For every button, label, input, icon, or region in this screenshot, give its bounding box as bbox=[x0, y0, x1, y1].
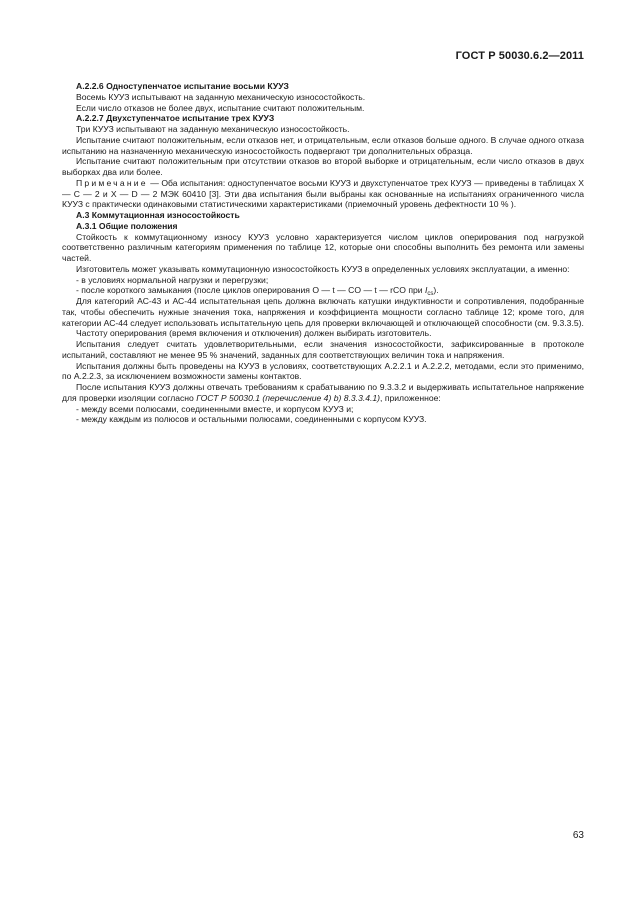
list-item: - между всеми полюсами, соединенными вместе, и корпусом КУУЗ и; bbox=[76, 403, 354, 414]
page-number: 63 bbox=[572, 830, 584, 841]
list-item bbox=[62, 285, 584, 296]
paragraph bbox=[62, 382, 584, 404]
paragraph: Частоту оперирования (время включения и отключения) должен выбирать изготовитель. bbox=[76, 328, 432, 339]
list-item-end: ). bbox=[433, 285, 439, 296]
paragraph: Восемь КУУЗ испытывают на заданную механическую износостойкость. bbox=[76, 91, 366, 102]
section-heading-a227: А.2.2.7 Двухступенчатое испытание трех КУУЗ bbox=[76, 113, 275, 124]
paragraph: Для категорий АС-43 и АС-44 испытательная цепь должна включать катушки индуктивности и сопротивления, подобранные так, чтобы обеспечить нужные значения тока, напряжения и коэффициента мощности согласно таблице 12; кроме того, для категории АС-44 следует использовать испытательную цепь для проверки включающей и отключающей способности (см. 9.3.3.5). bbox=[62, 296, 584, 328]
list-item: - между каждым из полюсов и остальными полюсами, соединенными с корпусом КУУЗ. bbox=[76, 414, 427, 425]
paragraph-start: После испытания КУУЗ должны отвечать требованиям к срабатыванию по 9.3.3.2 и выдерживать испытательное напряжение для проверки изоляции согласно bbox=[62, 382, 584, 403]
list-item: - в условиях нормальной нагрузки и перегрузки; bbox=[76, 274, 269, 285]
paragraph: Если число отказов не более двух, испытание считают положительным. bbox=[76, 102, 365, 113]
section-heading-a226: А.2.2.6 Одноступенчатое испытание восьми КУУЗ bbox=[76, 81, 289, 91]
current-symbol: I bbox=[424, 285, 428, 296]
paragraph: Испытание считают положительным, если отказов нет, и отрицательным, если отказов больше одного. В случае одного отказа испытанию на назначенную механическую износостойкость подвергают три дополнительных образца. bbox=[62, 134, 584, 156]
section-heading-a31: А.3.1 Общие положения bbox=[76, 220, 178, 231]
section-heading-a3: А.3 Коммутационная износостойкость bbox=[76, 210, 240, 220]
paragraph-end: , приложенное: bbox=[380, 392, 441, 403]
paragraph: Испытания должны быть проведены на КУУЗ в условиях, соответствующих А.2.2.1 и А.2.2.2, методами, если это применимо, по А.2.2.3, за исключением возможности замены контактов. bbox=[62, 360, 584, 382]
paragraph: Три КУУЗ испытывают на заданную механическую износостойкость. bbox=[76, 124, 350, 134]
paragraph: Стойкость к коммутационному износу КУУЗ условно характеризуется числом циклов оперирования под нагрузкой соответственно различным категориям применения по таблице 12, которые они способны выполнить без ремонта или замены частей. bbox=[62, 231, 584, 263]
paragraph: Испытания следует считать удовлетворительными, если значения износостойкости, зафиксированные в протоколе испытаний, составляют не менее 95 % значений, заданных для соответствующих величин тока и напряжения. bbox=[62, 339, 584, 360]
current-subscript: cs bbox=[427, 291, 434, 298]
paragraph: Испытание считают положительным при отсутствии отказов во второй выборке и отрицательным, если число отказов в двух выборках два или более. bbox=[62, 156, 584, 177]
note bbox=[62, 178, 584, 210]
list-item-text: - после короткого замыкания (после циклов оперирования O — t — CO — t — rCO при bbox=[76, 285, 425, 296]
note-text: — Оба испытания: одноступенчатое восьми КУУЗ и двухступенчатое трех КУУЗ — приведены в таблицах X — C — 2 и X — D — 2 МЭК 60410 [3]. Эти два испытания были выбраны как основанные на испытаниях ограниченного числа КУУЗ с практически одинаковыми статистическими характеристиками (приемочный уровень дефектности 10 % ). bbox=[62, 177, 584, 210]
document-header: ГОСТ Р 50030.6.2—2011 bbox=[455, 50, 584, 62]
note-label: Примечание bbox=[76, 177, 148, 188]
standard-reference: ГОСТ Р 50030.1 (перечисление 4) b) 8.3.3.4.1) bbox=[196, 392, 381, 403]
document-body bbox=[62, 81, 584, 425]
paragraph: Изготовитель может указывать коммутационную износостойкость КУУЗ в определенных условиях эксплуатации, а именно: bbox=[76, 263, 570, 274]
